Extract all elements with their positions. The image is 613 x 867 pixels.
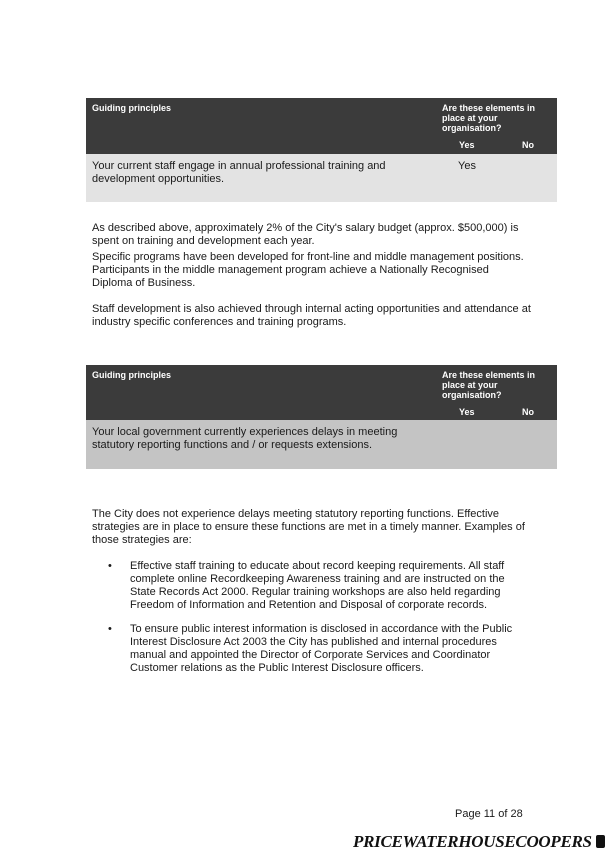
principles-table-1 xyxy=(86,98,557,202)
header-question: Are these elements in place at your organisation? xyxy=(442,103,536,133)
header-no: No xyxy=(522,140,534,150)
paragraph: Staff development is also achieved through internal acting opportunities and attendance at industry specific conferences and training programs. xyxy=(92,303,531,328)
row-yes-value: Yes xyxy=(458,160,476,172)
page-number: Page 11 of 28 xyxy=(455,808,523,820)
table-row xyxy=(86,154,557,202)
paragraph: The City does not experience delays meeting statutory reporting functions. Effective strategies are in place to ensure these functions are met in a timely manner. Examples of those strategies are: xyxy=(92,508,525,546)
strategy-list xyxy=(92,560,532,686)
principles-table-2 xyxy=(86,365,557,469)
list-item xyxy=(92,560,532,612)
header-no: No xyxy=(522,407,534,417)
table-row xyxy=(86,420,557,469)
row-principle-text: Your local government currently experiences delays in meeting statutory reporting functions and / or requests extensions. xyxy=(92,426,398,451)
header-yes: Yes xyxy=(459,140,475,150)
table-header xyxy=(86,98,557,154)
header-yes: Yes xyxy=(459,407,475,417)
row-principle-text: Your current staff engage in annual professional training and development opportunities. xyxy=(92,160,386,185)
bullet-icon: • xyxy=(108,623,112,635)
header-guiding-principles: Guiding principles xyxy=(92,370,172,380)
header-question: Are these elements in place at your organisation? xyxy=(442,370,536,400)
header-guiding-principles: Guiding principles xyxy=(92,103,172,113)
list-item-text: To ensure public interest information is disclosed in accordance with the Public Interest Disclosure Act 2003 the City has published and internal procedures manual and appointed the Director of Corporate Services and Coordinator Customer relations as the Public Interest Disclosure officers. xyxy=(130,623,513,674)
table-header xyxy=(86,365,557,420)
list-item xyxy=(92,623,532,675)
logo-mark-icon xyxy=(596,835,605,848)
bullet-icon: • xyxy=(108,560,112,572)
logo-text: PRICEWATERHOUSECOOPERS xyxy=(353,832,592,851)
pwc-logo xyxy=(353,832,605,852)
list-item-text: Effective staff training to educate about record keeping requirements. All staff complete online Recordkeeping Awareness training and are instructed on the State Records Act 2000. Regular training workshops are also held regarding Freedom of Information and Retention and Disposal of corporate records. xyxy=(130,560,505,611)
paragraph: Specific programs have been developed for front-line and middle management positions. Participants in the middle management program achieve a Nationally Recognised Diploma of Business. xyxy=(92,251,524,289)
paragraph: As described above, approximately 2% of the City's salary budget (approx. $500,000) is spent on training and development each year. xyxy=(92,222,519,247)
